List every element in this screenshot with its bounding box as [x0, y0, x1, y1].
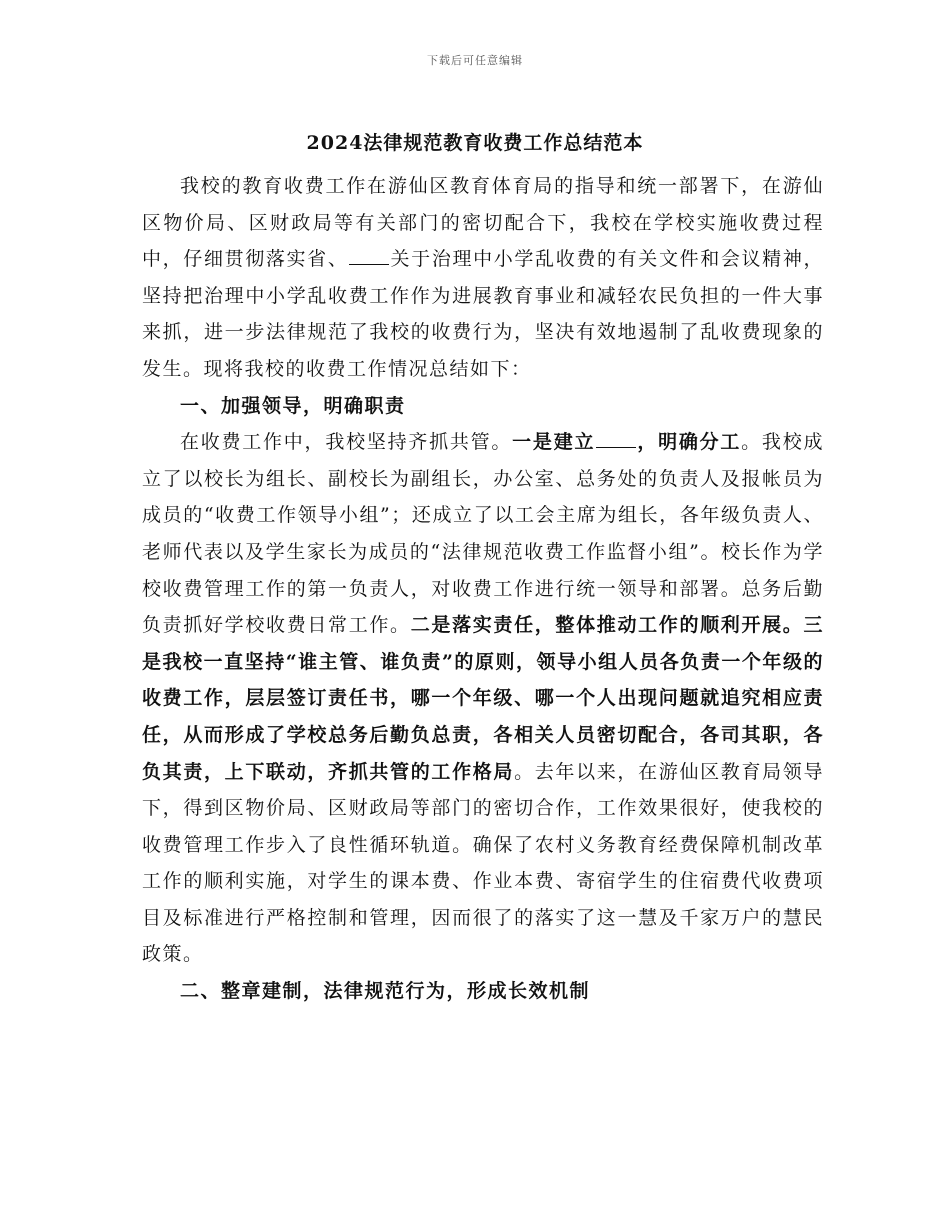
document-title: 2024法律规范教育收费工作总结范本 — [306, 132, 644, 154]
s1-text-start: 在收费工作中，我校坚持齐抓共管。 — [180, 431, 513, 454]
page-header-note: 下载后可任意编辑 — [427, 54, 523, 67]
document-body — [142, 168, 824, 1010]
s1-bold-a: 一是建立 — [512, 431, 596, 454]
intro-text-part-1: 我校的教育收费工作在游仙区教育体育局的指导和统一部署下，在游仙区物价局、区财政局等有关部门的密切配合下，我校在学校实施收费过程中，仔细贯彻落实省、 — [142, 175, 824, 271]
s1-bold-c: 二是落实责任，整体推动工作的顺利开展。三是我校一直坚持“谁主管、谁负责”的原则，领导小组人员各负责一个年级的收费工作，层层签订责任书，哪一个年级、哪一个人出现问题就追究相应责任，从而形成了学校总务后勤负总责，各相关人员密切配合，各司其职，各负其责，上下联动，齐抓共管的工作格局 — [142, 614, 824, 783]
s1-bold-b: ，明确分工 — [637, 431, 742, 454]
section-heading-2: 二、整章建制，法律规范行为，形成长效机制 — [180, 980, 591, 1003]
s1-text-end: 。去年以来，在游仙区教育局领导下，得到区物价局、区财政局等部门的密切合作，工作效果很好，使我校的收费管理工作步入了良性循环轨道。确保了农村义务教育经费保障机制改革工作的顺利实施，对学生的课本费、作业本费、寄宿学生的住宿费代收费项目及标准进行严格控制和管理，因而很了的落实了这一慧及千家万户的慧民政策。 — [142, 760, 824, 966]
blank-underline — [349, 245, 389, 265]
intro-paragraph — [142, 168, 824, 388]
section-heading-1: 一、加强领导，明确职责 — [180, 394, 406, 417]
s1-text-mid: 。我校成立了以校长为组长、副校长为副组长，办公室、总务处的负责人及报帐员为成员的“收费工作领导小组”；还成立了以工会主席为组长，各年级负责人、老师代表以及学生家长为成员的“法律规范收费工作监督小组”。校长作为学校收费管理工作的第一负责人，对收费工作进行统一领导和部署。总务后勤负责抓好学校收费日常工作。 — [142, 431, 824, 637]
blank-underline — [596, 428, 636, 448]
intro-text-part-2: 关于治理中小学乱收费的有关文件和会议精神，坚持把治理中小学乱收费工作作为进展教育事业和减轻农民负担的一件大事来抓，进一步法律规范了我校的收费行为，坚决有效地遏制了乱收费现象的发生。现将我校的收费工作情况总结如下： — [142, 248, 824, 380]
section-1-paragraph — [142, 424, 824, 973]
